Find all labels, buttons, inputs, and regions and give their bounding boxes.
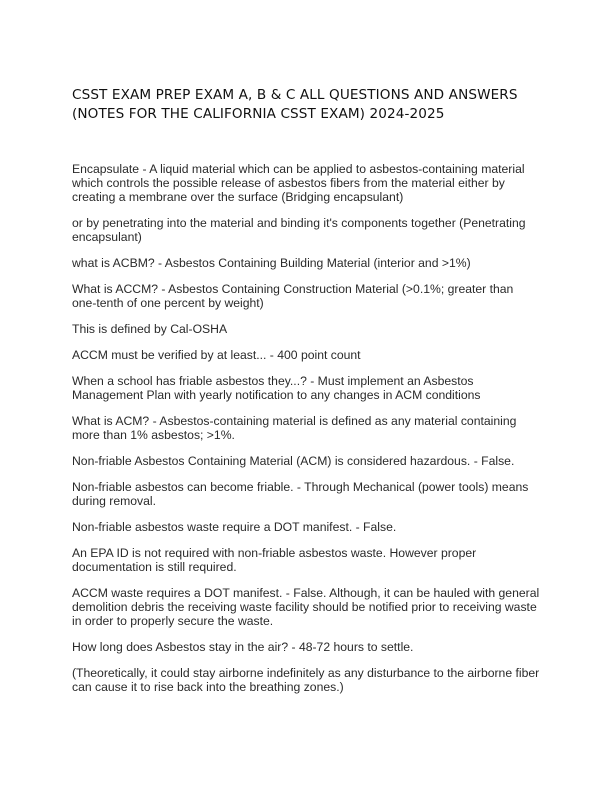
paragraph-become-friable: Non-friable asbestos can become friable. - Through Mechanical (power tools) means during removal. <box>72 480 529 508</box>
paragraph-acbm: what is ACBM? - Asbestos Containing Building Material (interior and >1%) <box>72 256 471 270</box>
paragraph-airborne-duration: How long does Asbestos stay in the air? - 48-72 hours to settle. <box>72 640 414 654</box>
paragraph-theoretical-airborne: (Theoretically, it could stay airborne indefinitely as any disturbance to the airborne fiber can cause it to rise back into the breathing zones.) <box>72 666 540 694</box>
paragraph-school-plan: When a school has friable asbestos they...? - Must implement an Asbestos Management Plan with yearly notification to any changes in ACM conditions <box>72 374 481 402</box>
paragraph-point-count: ACCM must be verified by at least... - 400 point count <box>72 348 361 362</box>
paragraph-penetrating: or by penetrating into the material and binding it's components together (Penetrating encapsulant) <box>72 216 526 244</box>
paragraph-epa-id: An EPA ID is not required with non-friable asbestos waste. However proper documentation is still required. <box>72 546 477 574</box>
paragraph-accm-waste: ACCM waste requires a DOT manifest. - False. Although, it can be hauled with general demolition debris the receiving waste facility should be notified prior to receiving waste in order to properly secure the waste. <box>72 586 540 628</box>
paragraph-accm: What is ACCM? - Asbestos Containing Construction Material (>0.1%; greater than one-tenth of one percent by weight) <box>72 282 514 310</box>
paragraph-non-friable-hazard: Non-friable Asbestos Containing Material (ACM) is considered hazardous. - False. <box>72 454 515 468</box>
paragraph-dot-manifest: Non-friable asbestos waste require a DOT manifest. - False. <box>72 520 397 534</box>
paragraph-cal-osha: This is defined by Cal-OSHA <box>72 322 228 336</box>
document-title: CSST EXAM PREP EXAM A, B & C ALL QUESTIONS AND ANSWERS (NOTES FOR THE CALIFORNIA CSST EXAM) 2024-2025 <box>72 87 518 122</box>
paragraph-encapsulate: Encapsulate - A liquid material which can be applied to asbestos-containing material which controls the possible release of asbestos fibers from the material either by creating a membrane over the surface (Bridging encapsulant) <box>72 162 525 204</box>
paragraph-acm: What is ACM? - Asbestos-containing material is defined as any material containing more than 1% asbestos; >1%. <box>72 414 517 442</box>
document-body <box>72 162 540 694</box>
